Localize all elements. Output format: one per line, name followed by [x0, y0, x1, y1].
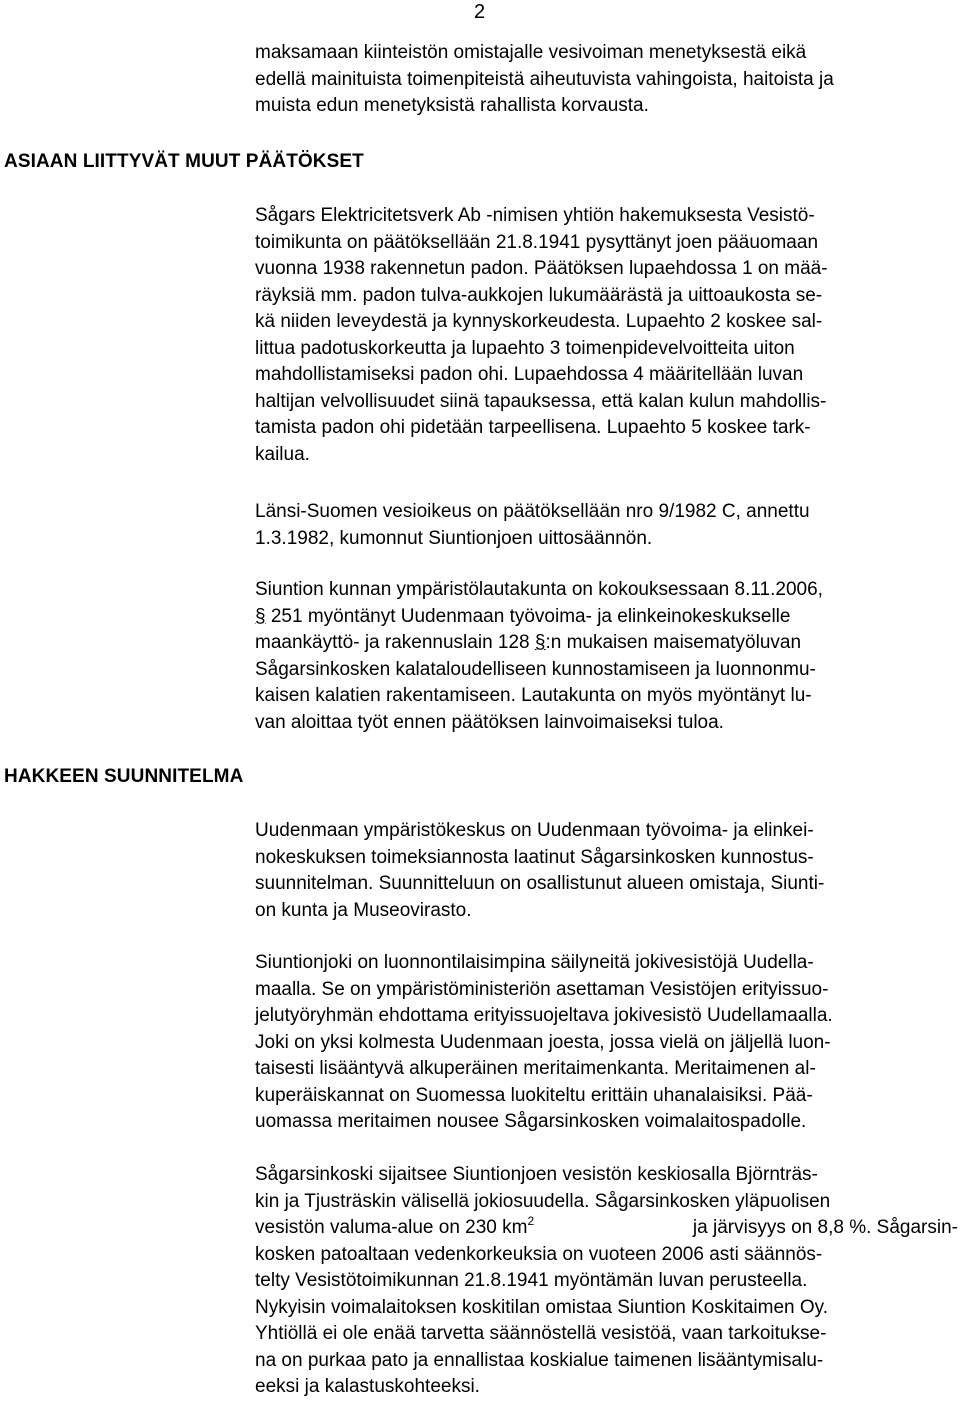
text-line: Länsi-Suomen vesioikeus on päätöksellään nro 9/1982 C, annettu	[255, 501, 810, 522]
text-line: toimikunta on päätöksellään 21.8.1941 pysyttänyt joen pääuomaan	[255, 231, 819, 253]
text-line: Joki on yksi kolmesta Uudenmaan joesta, jossa vielä on jäljellä luon-	[255, 1031, 831, 1053]
text-line: edellä mainituista toimenpiteistä aiheutuvista vahingoista, haitoista ja	[255, 68, 834, 90]
text-line: maksamaan kiinteistön omistajalle vesivoiman menetyksestä eikä	[255, 42, 807, 63]
text-line: Sågars Elektricitetsverk Ab -nimisen yhtiön hakemuksesta Vesistö-	[255, 205, 815, 226]
text-line: kosken patoaltaan vedenkorkeuksia on vuoteen 2006 asti säännös-	[255, 1243, 823, 1265]
text-line: kailua.	[255, 443, 310, 465]
text-line: van aloittaa työt ennen päätöksen lainvoimaiseksi tuloa.	[255, 711, 724, 733]
text-line: uomassa meritaimen nousee Sågarsinkosken voimalaitospadolle.	[255, 1111, 807, 1132]
paragraph-restoration-plan	[255, 818, 958, 924]
text-line: jelutyöryhmän ehdottama erityissuojeltava jokivesistö Uudellamaalla.	[255, 1005, 833, 1026]
text-line: Siuntionjoki on luonnontilaisimpina säilyneitä jokivesistöjä Uudella-	[255, 952, 814, 973]
text-line: maalla. Se on ympäristöministeriön asettaman Vesistöjen erityissuo-	[255, 978, 829, 1000]
text-line: Siuntion kunnan ympäristölautakunta on kokouksessaan 8.11.2006,	[255, 579, 823, 600]
text-fragment: 251 myöntänyt Uudenmaan työvoima- ja elinkeinokeskukselle	[265, 605, 791, 627]
text-line: kuperäiskannat on Suomessa luokiteltu erittäin uhanalaisiksi. Pää-	[255, 1084, 813, 1106]
superscript: 2	[527, 1214, 535, 1228]
paragraph-water-court	[255, 499, 958, 552]
text-line: haltijan velvollisuudet siinä tapauksessa, että kalan kulun mahdollis-	[255, 390, 827, 412]
text-line	[255, 630, 958, 657]
text-line: vuonna 1938 rakennetun padon. Päätöksen lupaehdossa 1 on mää-	[255, 258, 828, 279]
paragraph-river-description	[255, 950, 958, 1136]
text-line: littua padotuskorkeutta ja lupaehto 3 toimenpidevelvoitteita uiton	[255, 337, 795, 359]
text-line: Sågarsinkoski sijaitsee Siuntionjoen vesistön keskiosalla Björnträs-	[255, 1164, 818, 1185]
section-sign: §	[534, 632, 546, 653]
page-number: 2	[474, 1, 486, 23]
text-fragment: ja järvisyys on 8,8 %. Sågarsin-	[687, 1217, 958, 1238]
text-line: Uudenmaan ympäristökeskus on Uudenmaan työvoima- ja elinkei-	[255, 820, 814, 841]
text-fragment: :n mukaisen maisematyöluvan	[545, 632, 802, 653]
paragraph-sagars-permit	[255, 203, 958, 468]
text-line: kin ja Tjusträskin välisellä jokiosuudella. Sågarsinkosken yläpuolisen	[255, 1190, 831, 1212]
text-line: tamista padon ohi pidetään tarpeellisena. Lupaehto 5 koskee tark-	[255, 417, 811, 438]
paragraph-sagarsinkoski	[255, 1162, 958, 1401]
text-line: Yhtiöllä ei ole enää tarvetta säännöstellä vesistöä, vaan tarkoitukse-	[255, 1323, 827, 1344]
text-line: räyksiä mm. padon tulva-aukkojen lukumäärästä ja uittoaukosta se-	[255, 284, 823, 306]
text-line: kä niiden leveydestä ja kynnyskorkeudesta. Lupaehto 2 koskee sal-	[255, 311, 823, 332]
heading-related-decisions: ASIAAN LIITTYVÄT MUUT PÄÄTÖKSET	[4, 151, 364, 172]
text-line: muista edun menetyksistä rahallista korvausta.	[255, 95, 649, 116]
text-line: nokeskuksen toimeksiannosta laatinut Sågarsinkosken kunnostus-	[255, 846, 814, 868]
text-line: 1.3.1982, kumonnut Siuntionjoen uittosäännön.	[255, 527, 653, 549]
text-line: on kunta ja Museovirasto.	[255, 899, 472, 921]
text-line: eeksi ja kalastuskohteeksi.	[255, 1376, 480, 1397]
text-fragment	[255, 1215, 534, 1242]
text-line: taisesti lisääntyvä alkuperäinen meritaimenkanta. Meritaimenen al-	[255, 1058, 816, 1079]
text-line: na on purkaa pato ja ennallistaa koskialue taimenen lisääntymisalu-	[255, 1349, 824, 1371]
text-line: suunnitelman. Suunnitteluun on osallistunut alueen omistaja, Siunti-	[255, 873, 825, 894]
text-fragment: maankäyttö- ja rakennuslain 128	[255, 632, 535, 653]
paragraph-landscape-permit	[255, 577, 958, 736]
section-sign: §	[255, 605, 266, 627]
text-line: mahdollistamiseksi padon ohi. Lupaehdossa 4 määritellään luvan	[255, 364, 804, 385]
text-line: telty Vesistötoimikunnan 21.8.1941 myöntämän luvan perusteella.	[255, 1270, 808, 1291]
text-line	[255, 1215, 958, 1242]
text-line: kaisen kalatien rakentamiseen. Lautakunta on myös myöntänyt lu-	[255, 685, 812, 706]
text-line: Sågarsinkosken kalataloudelliseen kunnostamiseen ja luonnonmu-	[255, 658, 816, 680]
text-line	[255, 604, 958, 631]
text-line: Nykyisin voimalaitoksen koskitilan omistaa Siuntion Koskitaimen Oy.	[255, 1296, 829, 1318]
heading-project-plan: HAKKEEN SUUNNITELMA	[4, 766, 244, 787]
text-fragment: vesistön valuma-alue on 230 km	[255, 1217, 528, 1238]
paragraph-compensation	[255, 40, 958, 120]
